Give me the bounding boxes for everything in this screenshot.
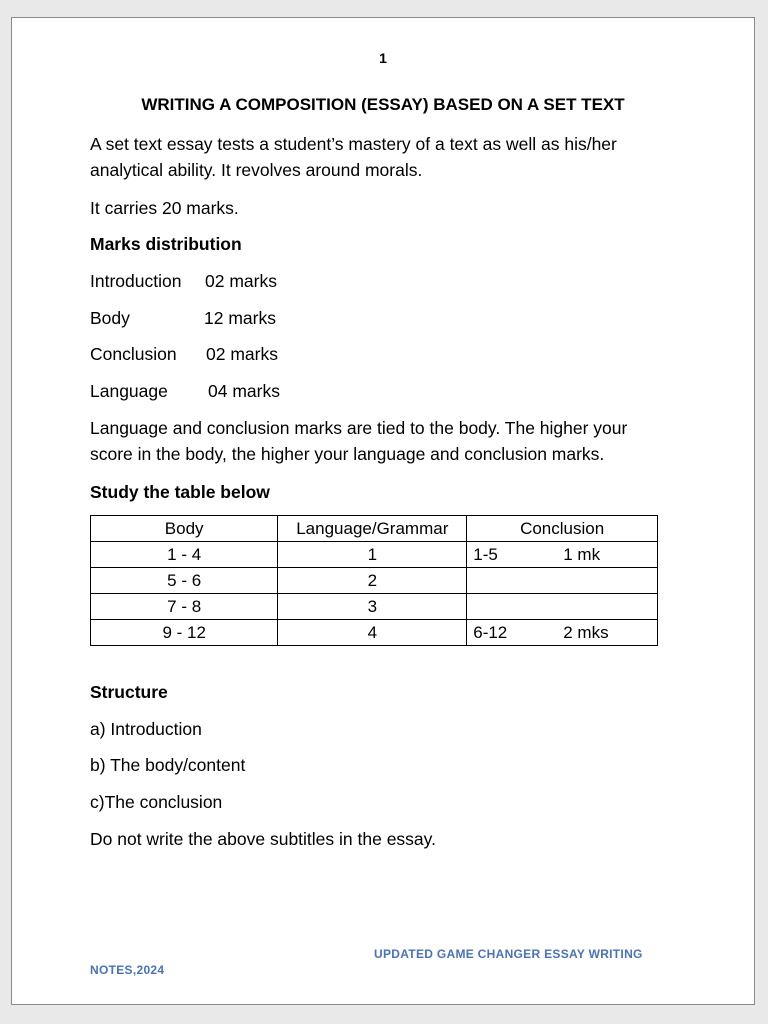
distribution-row-body <box>90 305 276 331</box>
distribution-row-language <box>90 378 280 404</box>
distribution-label: Language <box>90 381 168 401</box>
marks-distribution-heading: Marks distribution <box>90 234 242 254</box>
document-title: WRITING A COMPOSITION (ESSAY) BASED ON A SET TEXT <box>141 95 625 114</box>
cell-conclusion <box>467 620 658 646</box>
tied-line-2: score in the body, the higher your language and conclusion marks. <box>90 444 605 464</box>
cell-conclusion <box>467 542 658 568</box>
footer-title: UPDATED GAME CHANGER ESSAY WRITING <box>374 947 643 961</box>
structure-item-introduction: a) Introduction <box>90 719 202 739</box>
cell-language: 1 <box>278 542 467 568</box>
distribution-marks: 02 marks <box>206 344 278 364</box>
carries-marks-text: It carries 20 marks. <box>90 198 239 218</box>
structure-item-conclusion: c)The conclusion <box>90 792 223 812</box>
cell-language: 2 <box>278 568 467 594</box>
tied-line-1: Language and conclusion marks are tied to the body. The higher your <box>90 418 628 438</box>
distribution-marks: 02 marks <box>205 271 277 291</box>
structure-heading: Structure <box>90 682 168 702</box>
conclusion-range: 1-5 <box>473 545 498 564</box>
distribution-row-introduction <box>90 268 277 294</box>
cell-conclusion <box>467 594 658 620</box>
cell-conclusion <box>467 568 658 594</box>
cell-body: 1 - 4 <box>91 542 278 568</box>
cell-body: 5 - 6 <box>91 568 278 594</box>
cell-body: 7 - 8 <box>91 594 278 620</box>
conclusion-marks: 2 mks <box>563 623 609 642</box>
intro-line-1: A set text essay tests a student’s mastery of a text as well as his/her <box>90 134 617 154</box>
tied-marks-paragraph <box>90 415 690 467</box>
cell-body: 9 - 12 <box>91 620 278 646</box>
distribution-label: Conclusion <box>90 344 177 364</box>
conclusion-range: 6-12 <box>473 623 508 642</box>
marks-table <box>90 515 658 646</box>
structure-item-body: b) The body/content <box>90 755 246 775</box>
header-body: Body <box>91 516 278 542</box>
distribution-label: Introduction <box>90 271 182 291</box>
intro-line-2: analytical ability. It revolves around morals. <box>90 160 423 180</box>
table-header-row <box>91 516 658 542</box>
distribution-row-conclusion <box>90 341 278 367</box>
intro-paragraph <box>90 131 690 183</box>
footer-subtitle: NOTES,2024 <box>90 963 165 977</box>
page-number: 1 <box>379 50 387 66</box>
header-conclusion: Conclusion <box>467 516 658 542</box>
table-row <box>91 620 658 646</box>
cell-language: 3 <box>278 594 467 620</box>
distribution-marks: 04 marks <box>208 381 280 401</box>
distribution-marks: 12 marks <box>204 308 276 328</box>
table-row <box>91 594 658 620</box>
closing-note: Do not write the above subtitles in the essay. <box>90 829 436 849</box>
header-language: Language/Grammar <box>278 516 467 542</box>
table-row <box>91 542 658 568</box>
conclusion-marks: 1 mk <box>563 545 601 564</box>
distribution-label: Body <box>90 308 130 328</box>
document-page <box>11 17 755 1005</box>
table-row <box>91 568 658 594</box>
cell-language: 4 <box>278 620 467 646</box>
study-table-heading: Study the table below <box>90 482 270 502</box>
